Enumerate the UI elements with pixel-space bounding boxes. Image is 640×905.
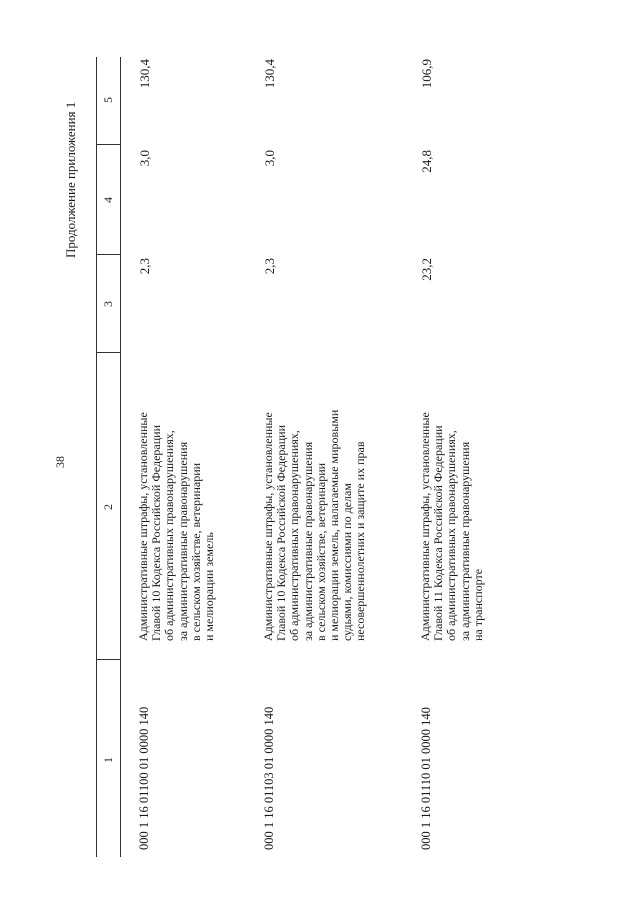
- row-code: 000 1 16 01110 01 0000 140: [419, 707, 433, 850]
- description-line: об административных правонарушениях,: [287, 430, 302, 641]
- row-code: 000 1 16 01100 01 0000 140: [137, 706, 151, 850]
- description-line: Главой 10 Кодекса Российской Федерации: [149, 425, 164, 641]
- continuation-title: Продолжение приложения 1: [63, 101, 78, 258]
- column-divider-4: [96, 144, 120, 145]
- row-value-col3: 23,2: [419, 258, 434, 281]
- description-line: Административные штрафы, установленные: [418, 412, 432, 641]
- row-description: [262, 410, 368, 641]
- description-line: Главой 10 Кодекса Российской Федерации: [274, 425, 289, 641]
- header-col-3: 3: [101, 301, 115, 307]
- row-value-col3: 2,3: [137, 258, 152, 275]
- row-value-col5: 106,9: [419, 59, 434, 89]
- description-line: в сельском хозяйстве, ветеринарии: [188, 462, 203, 641]
- row-value-col5: 130,4: [137, 59, 152, 89]
- table-header-divider: [120, 57, 121, 857]
- description-line: об административных правонарушениях,: [444, 430, 459, 641]
- description-line: и мелиорации земель, налагаемые мировыми: [327, 409, 342, 641]
- description-line: Главой 11 Кодекса Российской Федерации: [431, 425, 446, 641]
- page-number: 38: [53, 456, 67, 468]
- table-border-top: [96, 57, 97, 857]
- description-line: за административные правонарушения: [457, 441, 472, 641]
- header-col-1: 1: [101, 757, 115, 763]
- row-value-col4: 3,0: [137, 150, 152, 167]
- description-line: судьями, комиссиями по делам: [340, 483, 355, 641]
- description-line: за административные правонарушения: [300, 441, 315, 641]
- description-line: Административные штрафы, установленные: [136, 412, 150, 641]
- description-line: об административных правонарушениях,: [162, 430, 177, 641]
- row-value-col4: 24,8: [419, 150, 434, 173]
- column-divider-2: [96, 352, 120, 353]
- header-col-4: 4: [101, 197, 115, 203]
- row-value-col4: 3,0: [262, 150, 277, 167]
- description-line: за административные правонарушения: [175, 441, 190, 641]
- header-col-5: 5: [101, 97, 115, 103]
- header-col-2: 2: [101, 504, 115, 510]
- row-code: 000 1 16 01103 01 0000 140: [262, 706, 276, 850]
- column-divider-1: [96, 659, 120, 660]
- row-value-col3: 2,3: [262, 258, 277, 275]
- row-description: [137, 412, 216, 641]
- description-line: несовершеннолетних и защите их прав: [353, 441, 368, 641]
- description-line: в сельском хозяйстве, ветеринарии: [313, 462, 328, 641]
- description-line: и мелиорации земель: [202, 532, 217, 641]
- column-divider-3: [96, 254, 120, 255]
- description-line: Административные штрафы, установленные: [261, 412, 275, 641]
- description-line: на транспорте: [470, 568, 485, 641]
- row-value-col5: 130,4: [262, 59, 277, 89]
- row-description: [419, 412, 485, 641]
